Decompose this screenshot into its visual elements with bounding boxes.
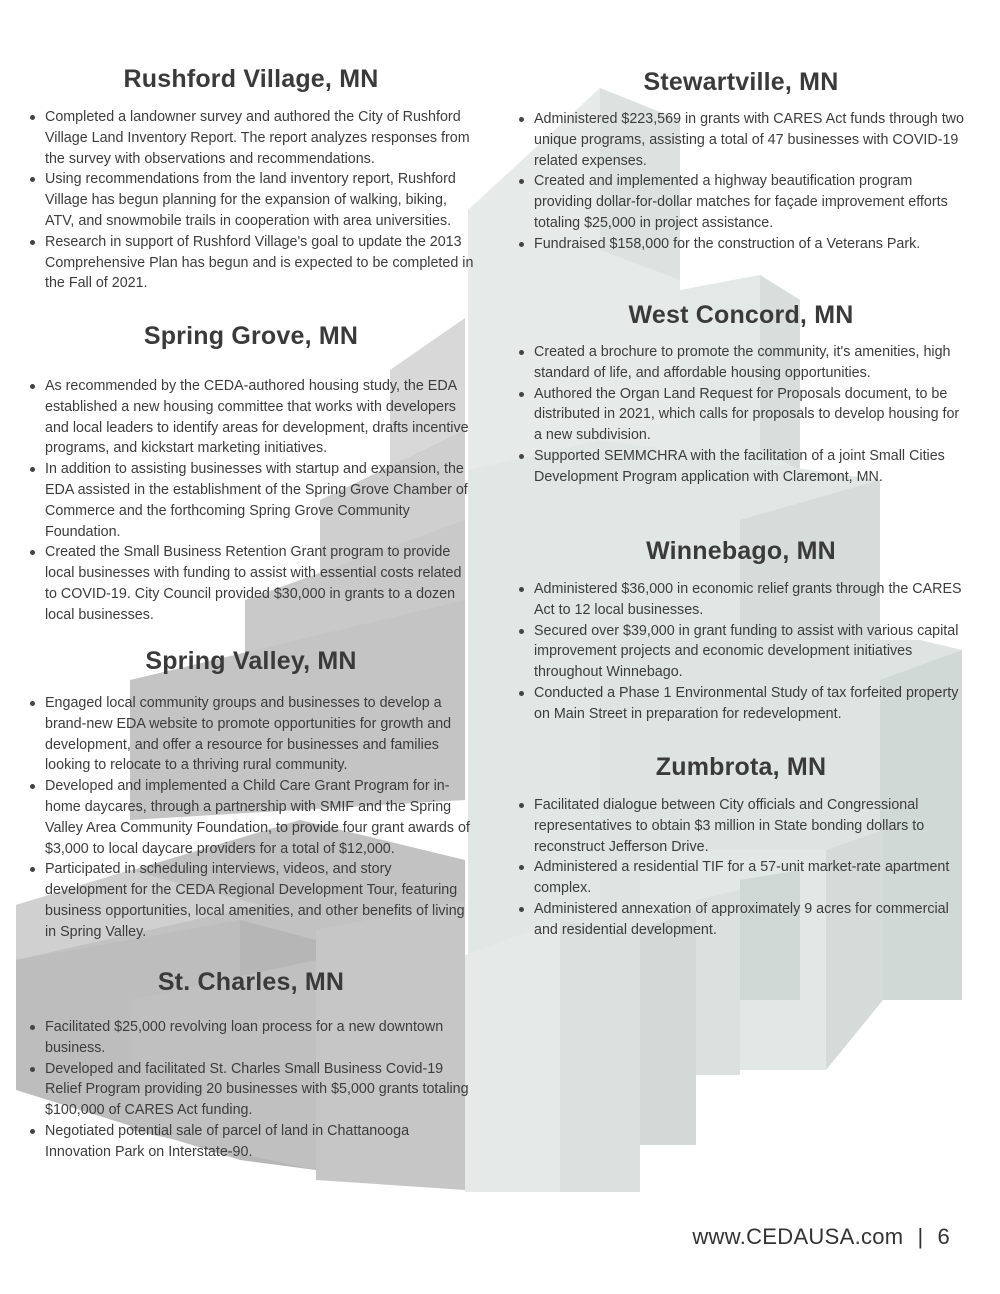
list-item: In addition to assisting businesses with startup and expansion, the EDA assisted in the establishment of the Spring Grove Chamber of Commerce and the forthcoming Spring Grove Community Foundation. (45, 459, 476, 542)
bullet-list (26, 376, 476, 626)
section-rushford-village (26, 65, 476, 294)
list-item: Secured over $39,000 in grant funding to assist with various capital improvement projects and economic development initiatives throughout Winnebago. (534, 621, 967, 683)
bullet-list (515, 342, 967, 488)
section-title: Rushford Village, MN (123, 65, 379, 93)
bullet-list (515, 579, 967, 725)
list-item: Completed a landowner survey and authored the City of Rushford Village Land Inventory Report. The report analyzes responses from the survey with observations and recommendations. (45, 107, 476, 169)
section-title: Zumbrota, MN (655, 753, 827, 781)
website-link[interactable]: www.CEDAUSA.com (692, 1224, 904, 1249)
section-title: Spring Valley, MN (145, 647, 357, 675)
list-item: Developed and facilitated St. Charles Small Business Covid-19 Relief Program providing 20 businesses with $5,000 grants totaling $100,000 of CARES Act funding. (45, 1059, 476, 1121)
list-item: Engaged local community groups and businesses to develop a brand-new EDA website to promote opportunities for growth and development, and offer a resource for businesses and families looking to relocate to a thriving rural community. (45, 693, 476, 776)
list-item: Created a brochure to promote the community, it's amenities, high standard of life, and affordable housing opportunities. (534, 342, 967, 384)
bullet-list (26, 693, 476, 943)
mint-block (640, 910, 696, 1145)
bullet-list (26, 107, 476, 294)
list-item: Conducted a Phase 1 Environmental Study of tax forfeited property on Main Street in preparation for redevelopment. (534, 683, 967, 725)
bullet-list (515, 795, 967, 941)
section-title: Spring Grove, MN (143, 322, 359, 350)
footer-separator: | (917, 1224, 924, 1249)
list-item: Administered a residential TIF for a 57-unit market-rate apartment complex. (534, 857, 967, 899)
list-item: Participated in scheduling interviews, videos, and story development for the CEDA Regional Development Tour, featuring business opportunities, local amenities, and other benefits of living in Spring Valley. (45, 859, 476, 942)
list-item: As recommended by the CEDA-authored housing study, the EDA established a new housing committee that works with developers and local leaders to identify areas for development, drafts incentive programs, and kickstart marketing initiatives. (45, 376, 476, 459)
list-item: Using recommendations from the land inventory report, Rushford Village has begun planning for the expansion of walking, biking, ATV, and snowmobile trails in cooperation with area universities. (45, 169, 476, 231)
section-spring-grove (26, 322, 476, 626)
section-title: Stewartville, MN (643, 68, 839, 96)
section-stewartville (515, 68, 967, 255)
section-title: Winnebago, MN (646, 537, 836, 565)
list-item: Developed and implemented a Child Care Grant Program for in-home daycares, through a partnership with SMIF and the Spring Valley Area Community Foundation, to provide four grant awards of $3,000 to local daycare providers for a total of $12,000. (45, 776, 476, 859)
list-item: Facilitated $25,000 revolving loan process for a new downtown business. (45, 1017, 476, 1059)
mint-block (560, 920, 640, 1192)
list-item: Research in support of Rushford Village's goal to update the 2013 Comprehensive Plan has begun and is expected to be completed in the Fall of 2021. (45, 232, 476, 294)
list-item: Facilitated dialogue between City officials and Congressional representatives to obtain $3 million in State bonding dollars to reconstruct Jefferson Drive. (534, 795, 967, 857)
list-item: Administered annexation of approximately 9 acres for commercial and residential development. (534, 899, 967, 941)
list-item: Negotiated potential sale of parcel of land in Chattanooga Innovation Park on Interstate-90. (45, 1121, 476, 1163)
section-west-concord (515, 301, 967, 488)
list-item: Created the Small Business Retention Grant program to provide local businesses with funding to assist with essential costs related to COVID-19. City Council provided $30,000 in grants to a dozen local businesses. (45, 542, 476, 625)
section-title: West Concord, MN (628, 301, 854, 329)
section-title: St. Charles, MN (157, 968, 345, 996)
section-zumbrota (515, 753, 967, 941)
list-item: Supported SEMMCHRA with the facilitation of a joint Small Cities Development Program application with Claremont, MN. (534, 446, 967, 488)
bullet-list (515, 109, 967, 255)
list-item: Administered $223,569 in grants with CARES Act funds through two unique programs, assisting a total of 47 businesses with COVID-19 related expenses. (534, 109, 967, 171)
section-spring-valley (26, 647, 476, 943)
list-item: Fundraised $158,000 for the construction of a Veterans Park. (534, 234, 967, 255)
page-number: 6 (937, 1224, 950, 1249)
page-footer (640, 1224, 950, 1250)
section-st-charles (26, 968, 476, 1163)
list-item: Authored the Organ Land Request for Proposals document, to be distributed in 2021, which calls for proposals to develop housing for a new subdivision. (534, 384, 967, 446)
section-winnebago (515, 537, 967, 725)
list-item: Administered $36,000 in economic relief grants through the CARES Act to 12 local businesses. (534, 579, 967, 621)
bullet-list (26, 1017, 476, 1163)
list-item: Created and implemented a highway beautification program providing dollar-for-dollar matches for façade improvement efforts totaling $25,000 in project assistance. (534, 171, 967, 233)
